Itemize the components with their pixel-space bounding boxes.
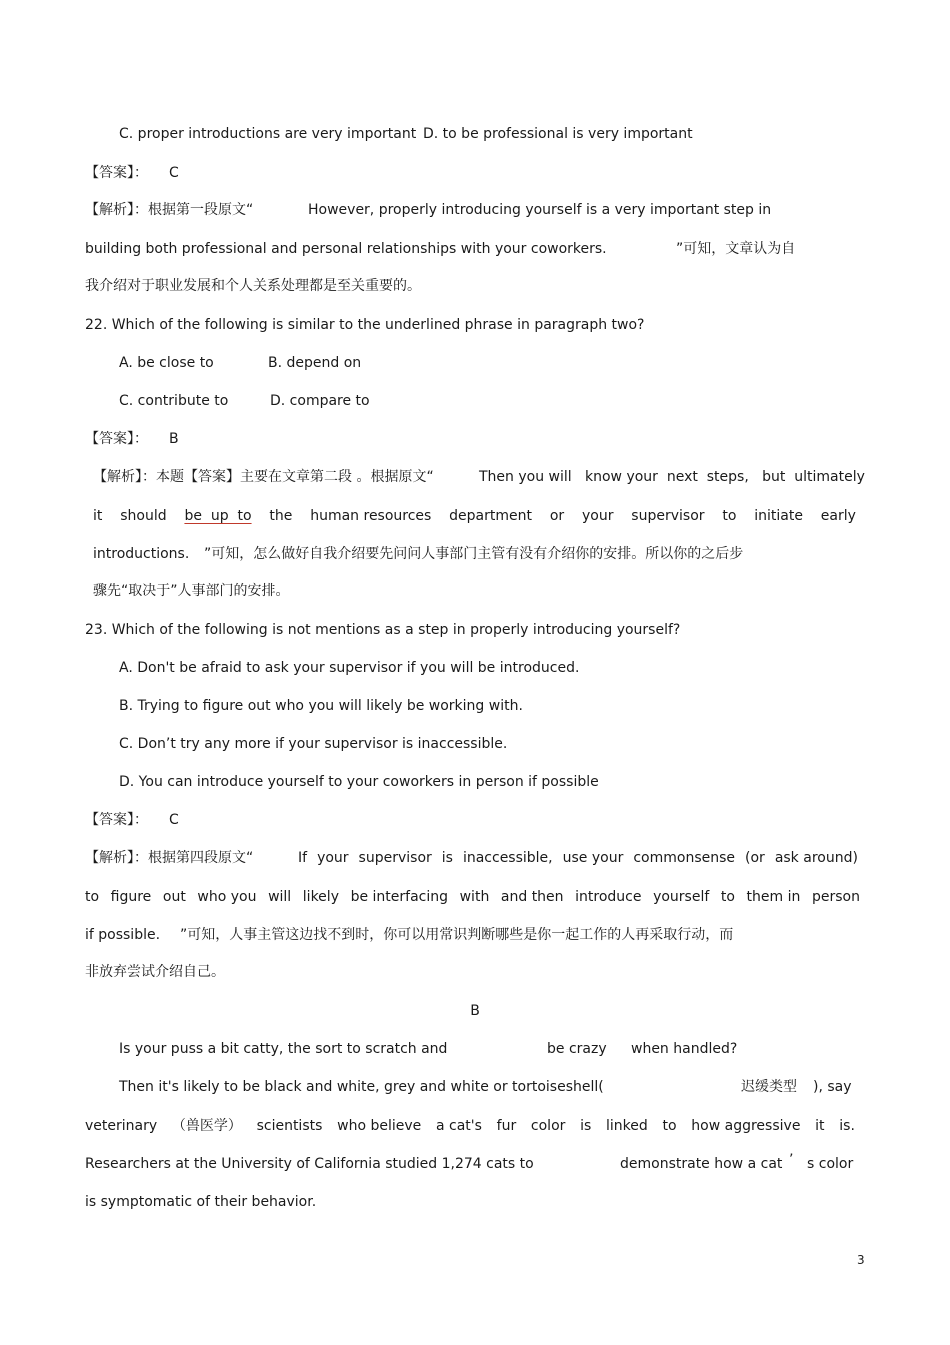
passage-line3 — [85, 1117, 855, 1135]
q22-analysis-quote-1: Then you will know your next steps, but ultimately — [479, 469, 865, 485]
q22-analysis-head: 【解析】：本题【答案】主要在文章第二段 。根据原文“ — [93, 469, 434, 485]
q23-word: commonsense — [633, 850, 736, 866]
q23-word: is — [441, 850, 453, 866]
passage-word: veterinary — [85, 1118, 158, 1134]
q23-word: figure — [110, 889, 152, 905]
q23-word: introduce — [575, 889, 642, 905]
q22-word: it — [93, 508, 103, 524]
q23-word: to — [85, 889, 100, 905]
passage-word: a cat's — [435, 1118, 482, 1134]
passage-word: to — [662, 1118, 677, 1134]
q23-word: to — [720, 889, 735, 905]
q23-word: them in — [746, 889, 801, 905]
q22-word: human resources — [310, 508, 432, 524]
q23-analysis-line3-cn: ”可知，人事主管这边找不到时，你可以用常识判断哪些是你一起工作的人再采取行动，而 — [180, 927, 734, 943]
q23-answer-label: 【答案】： — [85, 812, 148, 828]
q23-analysis-line1 — [298, 849, 858, 867]
q23-word: ask around) — [774, 850, 858, 866]
passage-word: linked — [606, 1118, 648, 1134]
passage-p1-a: Is your puss a bit catty, the sort to scratch and — [119, 1041, 448, 1057]
q22-word: the — [269, 508, 293, 524]
q22-word: department — [449, 508, 532, 524]
q23-option-a: A. Don't be afraid to ask your supervisor if you will be introduced. — [119, 660, 580, 676]
q22-option-c: C. contribute to — [119, 393, 229, 409]
q22-word: should — [120, 508, 167, 524]
q23-word: and then — [500, 889, 564, 905]
q22-option-b: B. depend on — [268, 355, 362, 371]
q22-analysis-line3-en: introductions. — [93, 546, 190, 562]
passage-p1-b: be crazy — [547, 1041, 607, 1057]
passage-heading: B — [470, 1003, 480, 1019]
q23-word: out — [162, 889, 186, 905]
q21-analysis-label: 【解析】：根据第一段原文“ — [85, 202, 254, 218]
q23-word: be interfacing — [350, 889, 449, 905]
q23-analysis-head: 【解析】：根据第四段原文“ — [85, 850, 254, 866]
q21-option-c: C. proper introductions are very important — [119, 126, 417, 142]
q23-option-c: C. Don’t try any more if your supervisor is inaccessible. — [119, 736, 508, 752]
q21-analysis-line3: 我介绍对于职业发展和个人关系处理都是至关重要的。 — [85, 278, 421, 294]
q22-word: your — [581, 508, 614, 524]
q23-word: your — [317, 850, 349, 866]
passage-word: fur — [496, 1118, 517, 1134]
q23-word: person — [811, 889, 860, 905]
passage-line4-a: Researchers at the University of California studied 1,274 cats to — [85, 1156, 534, 1172]
q23-analysis-line4: 非放弃尝试介绍自己。 — [85, 964, 225, 980]
q22-answer-label: 【答案】： — [85, 431, 148, 447]
q23-word: supervisor — [358, 850, 432, 866]
q23-answer: C — [169, 812, 179, 828]
q23-word: yourself — [653, 889, 710, 905]
passage-word: scientists — [256, 1118, 323, 1134]
q21-analysis-quote-2: building both professional and personal relationships with your coworkers. — [85, 241, 607, 257]
q23-word: will — [268, 889, 292, 905]
passage-p1-c: when handled? — [631, 1041, 738, 1057]
q23-word: (or — [745, 850, 765, 866]
passage-line4-apostrophe: ’ — [789, 1152, 794, 1168]
q23-option-b: B. Trying to figure out who you will likely be working with. — [119, 698, 523, 714]
q22-word: to — [722, 508, 737, 524]
q22-analysis-line3-cn: ”可知，怎么做好自我介绍要先问问人事部门主管有没有介绍你的安排。所以你的之后步 — [204, 546, 744, 562]
q23-word: If — [298, 850, 308, 866]
passage-p2-cn: 迟缓类型 — [741, 1079, 797, 1095]
q21-option-d: D. to be professional is very important — [423, 126, 693, 142]
q22-analysis-line4: 骤先“取决于”人事部门的安排。 — [93, 583, 290, 599]
q22-option-a: A. be close to — [119, 355, 214, 371]
passage-p2-a: Then it's likely to be black and white, grey and white or tortoiseshell( — [119, 1079, 604, 1095]
page-number: 3 — [857, 1253, 865, 1267]
passage-word: （兽医学） — [171, 1118, 242, 1134]
q22-word: initiate — [754, 508, 803, 524]
q23-word: with — [459, 889, 490, 905]
passage-line4-b: demonstrate how a cat — [620, 1156, 783, 1172]
q22-word: or — [549, 508, 565, 524]
q21-answer: C — [169, 165, 179, 181]
passage-word: how aggressive — [691, 1118, 801, 1134]
passage-p2-b: ), say — [813, 1079, 852, 1095]
passage-word: it — [815, 1118, 825, 1134]
q23-word: use your — [562, 850, 624, 866]
q21-answer-label: 【答案】： — [85, 165, 148, 181]
passage-word: color — [530, 1118, 566, 1134]
q23-word: who you — [197, 889, 257, 905]
q22-option-d: D. compare to — [270, 393, 370, 409]
passage-line5: is symptomatic of their behavior. — [85, 1194, 317, 1210]
q23-option-d: D. You can introduce yourself to your coworkers in person if possible — [119, 774, 599, 790]
q23-word: inaccessible, — [462, 850, 553, 866]
q22-analysis-line2 — [93, 507, 856, 525]
q21-analysis-tail: ”可知，文章认为自 — [676, 241, 796, 257]
q22-answer: B — [169, 431, 179, 447]
q23-analysis-line3-en: if possible. — [85, 927, 161, 943]
q22-word: early — [820, 508, 856, 524]
q22-underlined-phrase: be up to — [184, 508, 252, 524]
q22-question: 22. Which of the following is similar to the underlined phrase in paragraph two? — [85, 317, 645, 333]
passage-word: is. — [839, 1118, 855, 1134]
passage-word: is — [580, 1118, 592, 1134]
q21-analysis-quote-1: However, properly introducing yourself is a very important step in — [308, 202, 772, 218]
passage-word: who believe — [337, 1118, 422, 1134]
q23-word: likely — [302, 889, 339, 905]
q23-question: 23. Which of the following is not mentions as a step in properly introducing yourself? — [85, 622, 681, 638]
passage-line4-c: s color — [807, 1156, 854, 1172]
q23-analysis-line2 — [85, 888, 860, 906]
q22-word: supervisor — [631, 508, 705, 524]
